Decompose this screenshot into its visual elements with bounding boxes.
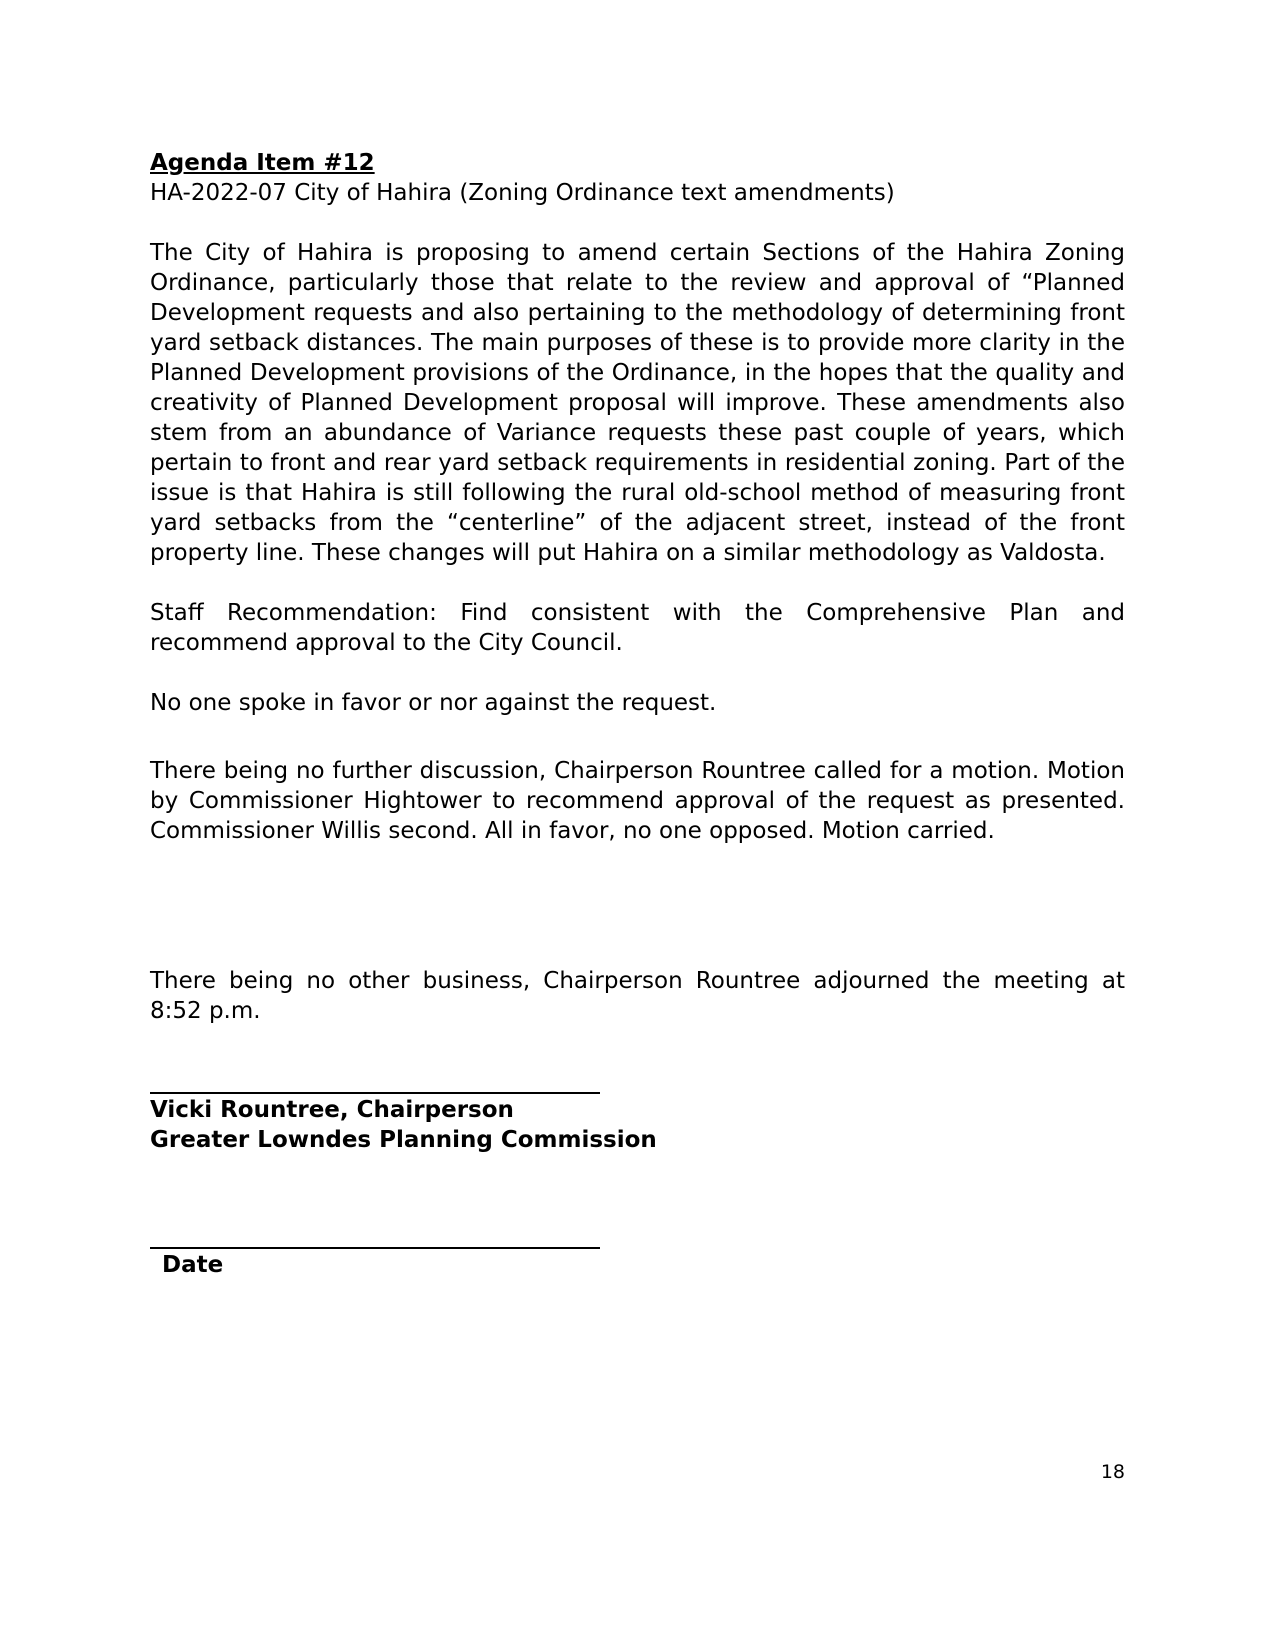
agenda-item-heading: Agenda Item #12 (150, 150, 375, 176)
date-line (150, 1247, 600, 1249)
date-block (150, 1247, 600, 1280)
signatory-name: Vicki Rountree, Chairperson (150, 1097, 514, 1123)
date-label: Date (162, 1252, 224, 1278)
minutes-content (150, 148, 1125, 1026)
public-comment-paragraph: No one spoke in favor or nor against the request. (150, 690, 717, 716)
motion-paragraph: There being no further discussion, Chairperson Rountree called for a motion. Motion by Commissioner Hightower to recommend approval of the request as presented. Commissioner Willis second. All in favor, no one opposed. Motion carried. (150, 758, 1125, 844)
adjournment-paragraph: There being no other business, Chairperson Rountree adjourned the meeting at 8:52 p.m. (150, 968, 1125, 1024)
page-number: 18 (1100, 1461, 1125, 1483)
signature-block (150, 1092, 657, 1155)
case-title: HA-2022-07 City of Hahira (Zoning Ordinance text amendments) (150, 180, 895, 206)
signature-line (150, 1092, 600, 1094)
staff-recommendation-paragraph: Staff Recommendation: Find consistent with the Comprehensive Plan and recommend approval to the City Council. (150, 600, 1125, 656)
description-paragraph: The City of Hahira is proposing to amend certain Sections of the Hahira Zoning Ordinance, particularly those that relate to the review and approval of “Planned Development requests and also pertaining to the methodology of determining front yard setback distances. The main purposes of these is to provide more clarity in the Planned Development provisions of the Ordinance, in the hopes that the quality and creativity of Planned Development proposal will improve. These amendments also stem from an abundance of Variance requests these past couple of years, which pertain to front and rear yard setback requirements in residential zoning. Part of the issue is that Hahira is still following the rural old-school method of measuring front yard setbacks from the “centerline” of the adjacent street, instead of the front property line. These changes will put Hahira on a similar methodology as Valdosta. (150, 240, 1125, 566)
signatory-organization: Greater Lowndes Planning Commission (150, 1127, 657, 1153)
